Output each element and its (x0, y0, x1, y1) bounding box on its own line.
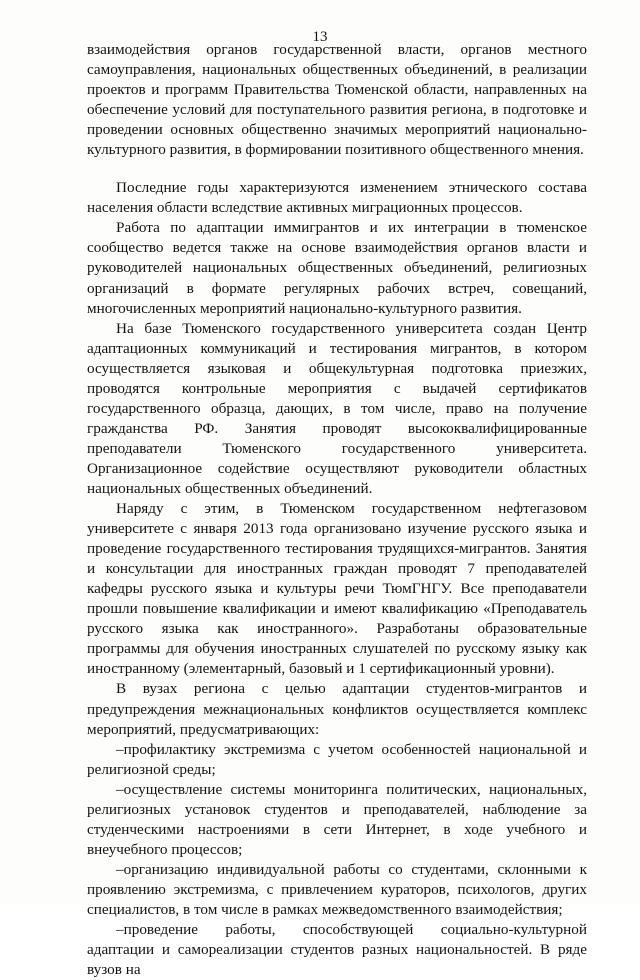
paragraph-ethnic-composition: Последние годы характеризуются изменением этнического состава населения области вследствие активных миграционных процессов. (87, 179, 587, 217)
list-item-extremism-prevention: –профилактику экстремизма с учетом особенностей национальной и религиозной среды; (87, 740, 587, 778)
paragraph-continuation: взаимодействия органов государственной власти, органов местного самоуправления, национальных общественных объединений, в реализации проектов и программ Правительства Тюменской области, направленных на обеспечение условий для поступательного развития региона, в подготовке и проведении основных общественно значимых мероприятий национально-культурного развития, в формировании позитивного общественного мнения. (87, 41, 587, 159)
paragraph-universities-measures: В вузах региона с целью адаптации студентов-мигрантов и предупреждения межнациональных конфликтов осуществляется комплекс мероприятий, предусматривающих: (87, 680, 587, 738)
paragraph-tyumen-state-university: На базе Тюменского государственного университета создан Центр адаптационных коммуникаций и тестирования мигрантов, в котором осуществляется языковая и общекультурная подготовка приезжих, проводятся контрольные мероприятия с выдачей сертификатов государственного образца, дающих, в том числе, право на получение гражданства РФ. Занятия проводят высококвалифицированные преподаватели Тюменского государственного университета. Организационное содействие осуществляют руководители областных национальных общественных объединений. (87, 319, 587, 497)
list-item-monitoring: –осуществление системы мониторинга политических, национальных, религиозных установок студентов и преподавателей, наблюдение за студенческими настроениями в сети Интернет, в ходе учебного и внеучебного процессов; (87, 780, 587, 858)
list-item-cultural-adaptation: –проведение работы, способствующей социально-культурной адаптации и самореализации студентов разных национальностей. В ряде вузов на (87, 921, 587, 979)
paragraph-oil-gas-university: Наряду с этим, в Тюменском государственном нефтегазовом университете с января 2013 года организовано изучение русского языка и проведение государственного тестирования трудящихся-мигрантов. Занятия и консультации для иностранных граждан проводят 7 преподавателей кафедры русского языка и культуры речи ТюмГНГУ. Все преподаватели прошли повышение квалификации и имеют квалификацию «Преподаватель русского языка как иностранного». Разработаны образовательные программы для обучения иностранных слушателей по русскому языку как иностранному (элементарный, базовый и 1 сертификационный уровни). (87, 500, 587, 678)
page-number: 13 (312, 29, 328, 45)
paragraph-immigrant-adaptation: Работа по адаптации иммигрантов и их интеграции в тюменское сообщество ведется также на основе взаимодействия органов власти и руководителей национальных общественных объединений, религиозных организаций в формате регулярных рабочих встреч, совещаний, многочисленных мероприятий национально-культурного развития. (87, 219, 587, 317)
list-item-individual-work: –организацию индивидуальной работы со студентами, склонными к проявлению экстремизма, с привлечением кураторов, психологов, других специалистов, в том числе в рамках межведомственного взаимодействия; (87, 860, 587, 918)
body-text (87, 40, 587, 980)
